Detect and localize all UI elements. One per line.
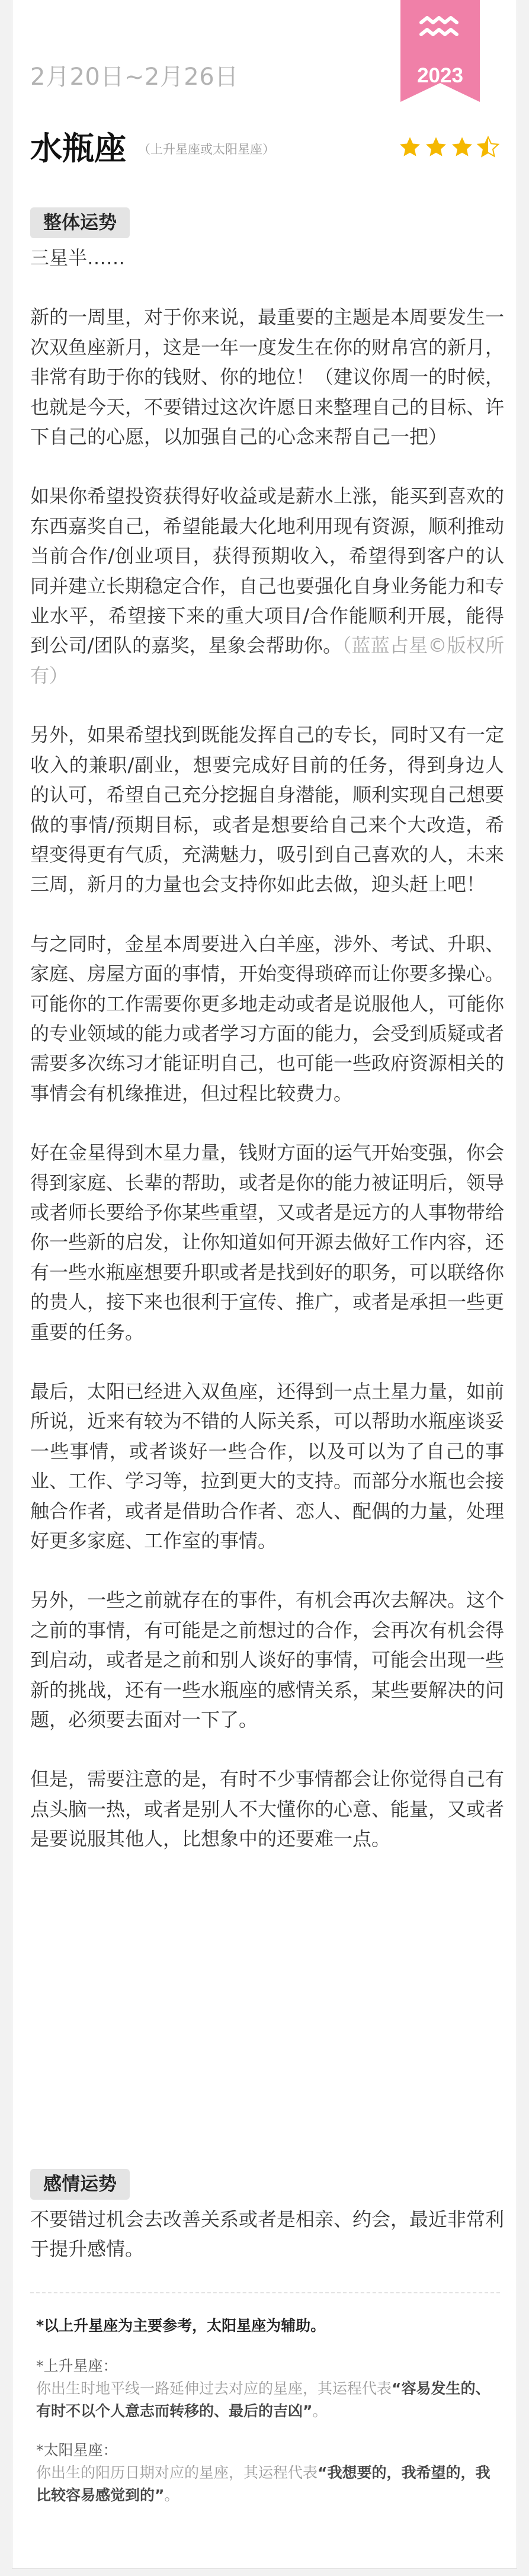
sun-sign-desc: 你出生的阳历日期对应的星座，其运程代表 [36,2464,318,2481]
rating-stars [398,135,500,159]
ascendant-heading: *上升星座： [36,2357,118,2375]
sign-row [30,123,500,165]
love-paragraph: 不要错过机会去改善关系或者是相亲、约会，最近非常利于提升感情。 [30,2208,505,2261]
overall-paragraph: 新的一周里，对于你来说，最重要的主题是本周要发生一次双鱼座新月，这是一年一度发生在你的财帛宫的新月，非常有助于你的钱财、你的地位！（建议你周一的时候，也就是今天，不要错过这次许愿日来整理自己的目标、许下自己的心愿，以加强自己的心念来帮自己一把） [30,306,505,449]
overall-fortune-tag: 整体运势 [30,207,130,238]
year-ribbon [400,0,480,102]
sign-note: （上升星座或太阳星座） [138,142,275,156]
ascendant-end: 。 [312,2402,328,2420]
footnotes [36,2315,504,2523]
sun-sign-heading: *太阳星座： [36,2441,118,2459]
footnote-lead: *以上升星座为主要参考，太阳星座为辅助。 [36,2317,326,2334]
overall-paragraph: 另外，如果希望找到既能发挥自己的专长，同时又有一定收入的兼职/副业，想要完成好目前的任务，得到身边人的认可，希望自己充分挖掘自身潜能，顺利实现自己想要做的事情/预期目标，或者是想要给自己来个大改造，希望变得更有气质，充满魅力，吸引到自己喜欢的人，未来三周，新月的力量也会支持你如此去做，迎头赶上吧！ [30,724,505,896]
love-fortune-text [30,2204,504,2264]
sign-name: 水瓶座 [30,130,126,167]
overall-paragraph: 三星半…… [30,247,126,269]
horoscope-card [12,0,517,2569]
overall-paragraph: 好在金星得到木星力量，钱财方面的运气开始变强，你会得到家庭、长辈的帮助，或者是你的能力被证明后，领导或者师长要给予你某些重望，又或者是远方的人事物带给你一些新的启发，让你知道如何开源去做好工作内容，还有一些水瓶座想要升职或者是找到好的职务，可以联络你的贵人，接下来也很利于宣传、推广，或者是承担一些更重要的任务。 [30,1141,505,1343]
star-full-icon [398,135,422,159]
star-full-icon [424,135,448,159]
overall-paragraph-text: 如果你希望投资获得好收益或是薪水上涨，能买到喜欢的东西嘉奖自己，希望能最大化地利用现有资源，顺利推动当前合作/创业项目，获得预期收入，希望得到客户的认同并建立长期稳定合作，自己也要强化自身业务能力和专业水平，希望接下来的重大项目/合作能顺利开展，能得到公司/团队的嘉奖，星象会帮助你。 [30,485,505,657]
ribbon-year: 2023 [417,64,463,87]
ascendant-note [36,2355,504,2423]
overall-paragraph: 与之同时，金星本周要进入白羊座，涉外、考试、升职、家庭、房屋方面的事情，开始变得琐碎而让你要多操心。可能你的工作需要你更多地走动或者是说服他人，可能你的专业领域的能力或者学习方面的能力，会受到质疑或者需要多次练习才能证明自己，也可能一些政府资源相关的事情会有机缘推进，但过程比较费力。 [30,932,505,1105]
overall-fortune-text [30,243,504,1854]
overall-paragraph: 另外，一些之前就存在的事件，有机会再次去解决。这个之前的事情，有可能是之前想过的合作，会再次有机会得到启动，或者是之前和别人谈好的事情，可能会出现一些新的挑战，还有一些水瓶座的感情关系，某些要解决的问题，必须要去面对一下了。 [30,1589,505,1732]
date-range: 2月20日~2月26日 [30,63,239,91]
star-half-icon [476,135,500,159]
copyright-note: （蓝蓝占星©版权所有） [30,634,504,687]
overall-paragraph: 最后，太阳已经进入双鱼座，还得到一点土星力量，如前所说，近来有较为不错的人际关系，可以帮助水瓶座谈妥一些事情，或者谈好一些合作，以及可以为了自己的事业、工作、学习等，拉到更大的支持。而部分水瓶也会接触合作者，或者是借助合作者、恋人、配偶的力量，处理好更多家庭、工作室的事情。 [30,1380,505,1553]
sun-sign-note [36,2439,504,2507]
section-divider [30,2292,500,2293]
ascendant-quote: “容易发生的、有时不以个人意志而转移的、最后的吉凶” [36,2380,490,2420]
overall-paragraph [30,481,504,690]
love-fortune-tag: 感情运势 [30,2169,130,2200]
ascendant-desc: 你出生时地平线一路延伸过去对应的星座，其运程代表 [36,2380,392,2397]
sun-sign-quote: “我想要的，我希望的，我比较容易感觉到的” [36,2464,490,2504]
star-full-icon [450,135,474,159]
overall-paragraph: 但是，需要注意的是，有时不少事情都会让你觉得自己有点头脑一热，或者是别人不大懂你的心意、能量，又或者是要说服其他人，比想象中的还要难一点。 [30,1768,505,1851]
sun-sign-end: 。 [164,2487,179,2504]
